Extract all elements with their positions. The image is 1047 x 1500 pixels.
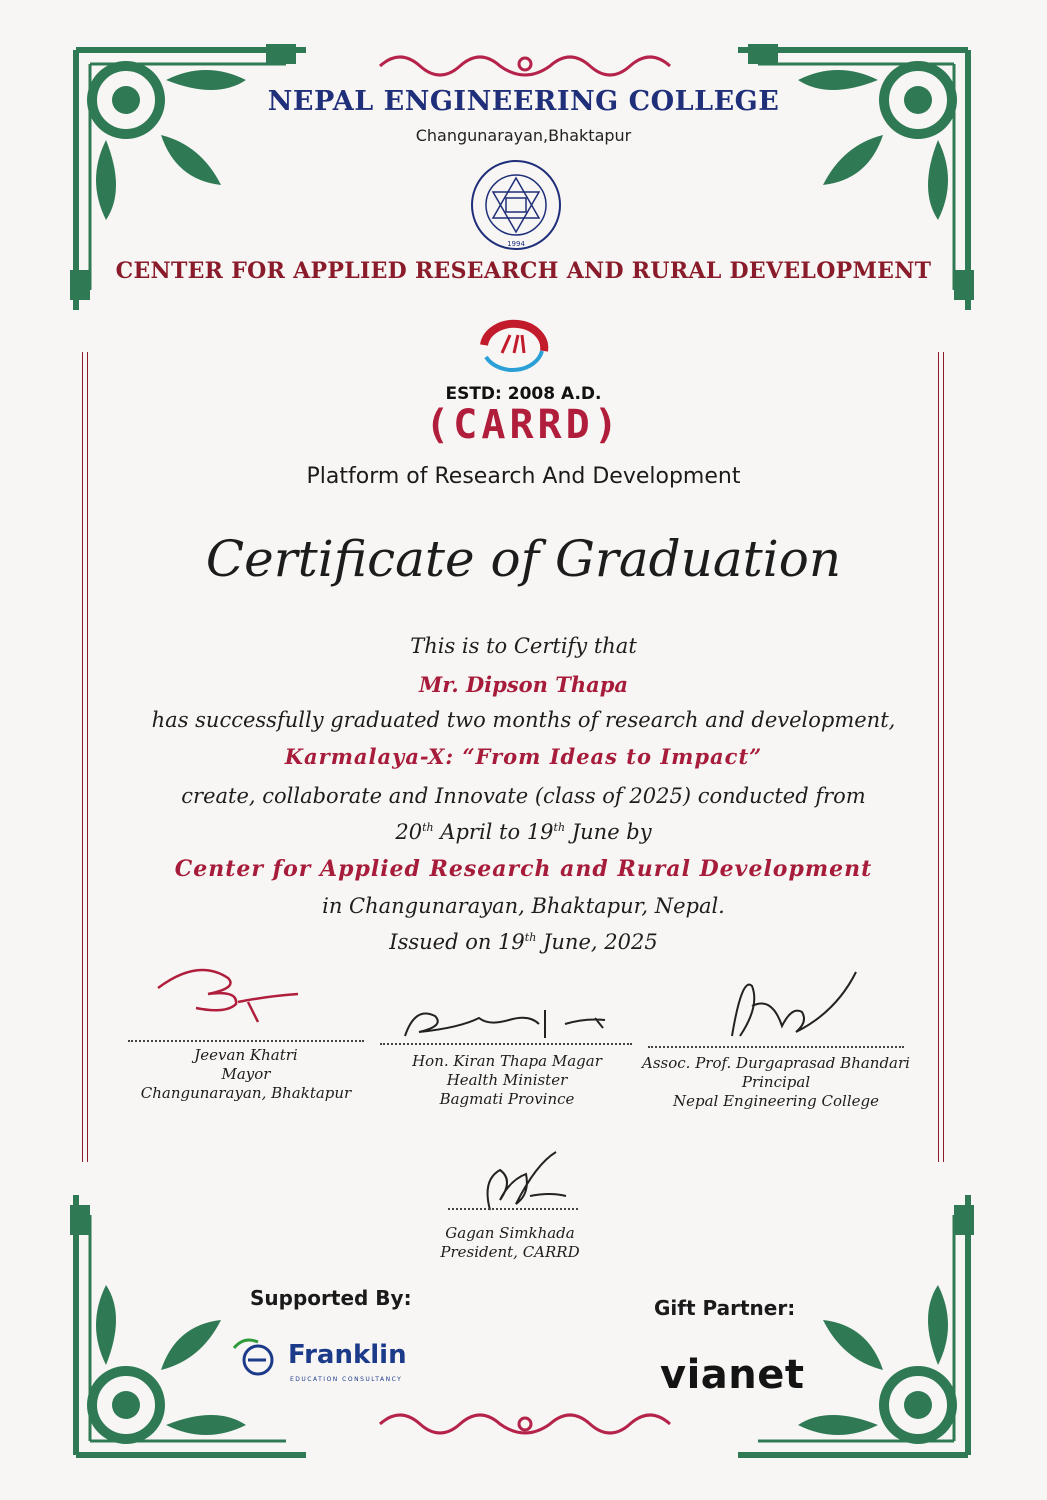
program-description: create, collaborate and Innovate (class of 2025) conducted from (181, 784, 866, 808)
graduated-line: has successfully graduated two months of research and development, (151, 708, 896, 732)
certificate-title: Certificate of Graduation (205, 530, 842, 588)
tagline: Platform of Research And Development (306, 464, 741, 489)
certify-line: This is to Certify that (410, 634, 637, 658)
supported-by-label: Supported By: (250, 1286, 412, 1310)
signatory-minister (376, 1052, 638, 1109)
signature-mayor (148, 958, 348, 1028)
franklin-wordmark: Franklin (288, 1340, 407, 1370)
signatory-4-role: President, CARRD (440, 1243, 580, 1261)
seal-year: 1994 (507, 240, 525, 248)
signatory-1-name: Jeevan Khatri (194, 1046, 298, 1064)
dates-middle: April to 19 (433, 820, 554, 844)
college-seal-logo (466, 158, 566, 252)
franklin-subtitle: EDUCATION CONSULTANCY (290, 1376, 403, 1383)
carrd-acronym: (CARRD) (425, 402, 622, 448)
bottom-flourish (370, 1404, 680, 1444)
franklin-logo (228, 1322, 448, 1392)
signatory-president (420, 1224, 600, 1262)
signature-line-2 (380, 1043, 632, 1045)
signatory-mayor (118, 1046, 374, 1103)
signatory-2-org: Bagmati Province (439, 1090, 575, 1108)
issued-suffix: th (524, 931, 537, 944)
estd-label: ESTD: 2008 A.D. (445, 384, 602, 404)
dates-start-day: 20 (395, 820, 423, 844)
program-dates (0, 820, 1047, 844)
place-line: in Changunarayan, Bhaktapur, Nepal. (322, 894, 725, 918)
organizer-name: Center for Applied Research and Rural Development (174, 856, 873, 882)
top-flourish (370, 44, 680, 84)
signature-line-3 (648, 1046, 904, 1048)
signatory-2-role: Health Minister (446, 1071, 568, 1089)
signature-line-4 (448, 1208, 578, 1210)
bottom-right-corner-ornament (718, 1175, 978, 1465)
program-name: Karmalaya-X: “From Ideas to Impact” (284, 744, 763, 769)
college-name: NEPAL ENGINEERING COLLEGE (267, 86, 780, 117)
center-title: CENTER FOR APPLIED RESEARCH AND RURAL DEVELOPMENT (115, 258, 932, 284)
signatory-3-name: Assoc. Prof. Durgaprasad Bhandari (642, 1054, 910, 1072)
vianet-logo: vianet (660, 1352, 805, 1398)
signature-line-1 (128, 1040, 364, 1042)
signatory-4-name: Gagan Simkhada (445, 1224, 575, 1242)
issued-prefix: Issued on 19 (389, 930, 525, 954)
bottom-left-corner-ornament (66, 1175, 316, 1465)
dates-end-suffix: th (553, 821, 566, 834)
dates-end: June by (565, 820, 652, 844)
recipient-name: Mr. Dipson Thapa (418, 672, 629, 697)
gift-partner-label: Gift Partner: (654, 1296, 796, 1320)
college-location: Changunarayan,Bhaktapur (415, 126, 632, 145)
signatory-1-role: Mayor (221, 1065, 271, 1083)
dates-start-suffix: th (422, 821, 434, 834)
signatory-3-org: Nepal Engineering College (673, 1092, 879, 1110)
signatory-2-name: Hon. Kiran Thapa Magar (412, 1052, 602, 1070)
signature-principal (712, 966, 862, 1046)
carrd-logo (464, 305, 562, 377)
issued-date (0, 930, 1047, 954)
signatory-3-role: Principal (741, 1073, 811, 1091)
signature-minister (395, 1000, 625, 1046)
signatory-1-org: Changunarayan, Bhaktapur (140, 1084, 352, 1102)
signatory-principal (640, 1054, 912, 1111)
issued-rest: June, 2025 (536, 930, 658, 954)
franklin-emblem-icon (228, 1330, 288, 1380)
